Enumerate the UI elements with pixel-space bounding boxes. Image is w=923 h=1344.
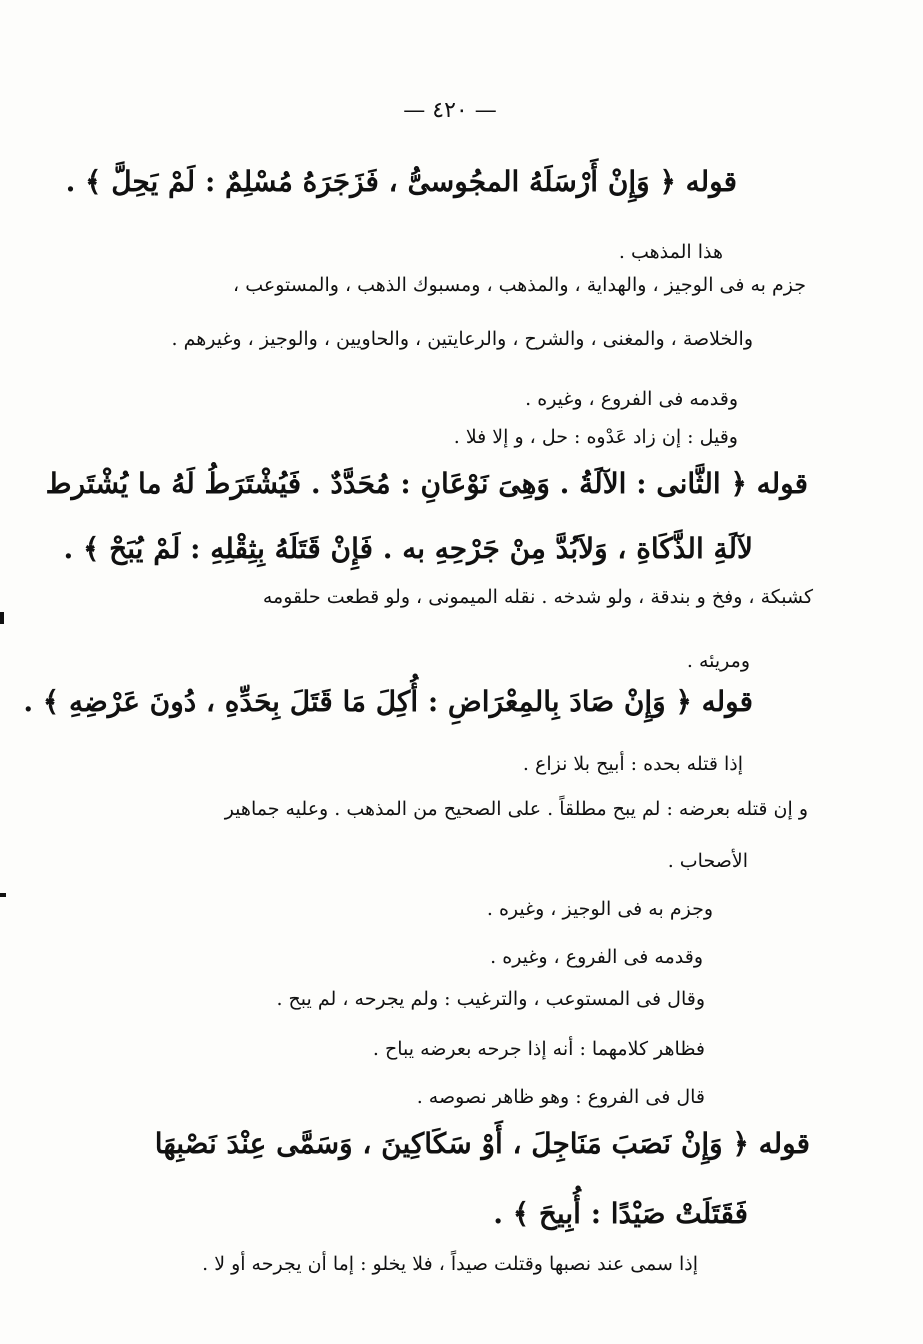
text-line-13: و إن قتله بعرضه : لم يبح مطلقاً . على الصحيح من المذهب . وعليه جماهير bbox=[224, 798, 808, 820]
text-line-17: وقال فى المستوعب ، والترغيب : ولم يجرحه ، لم يبح . bbox=[276, 988, 705, 1010]
text-line-6: وقيل : إن زاد عَدْوه : حل ، و إلا فلا . bbox=[453, 426, 738, 448]
text-line-5: وقدمه فى الفروع ، وغيره . bbox=[525, 388, 738, 410]
text-line-21: فَقَتَلَتْ صَيْدًا : أُبِيحَ ﴾ . bbox=[493, 1197, 748, 1230]
text-line-20: قوله ﴿ وَإِنْ نَصَبَ مَنَاجِلَ ، أَوْ سَكَاكِينَ ، وَسَمَّى عِنْدَ نَصْبِهَا bbox=[154, 1127, 810, 1160]
text-line-18: فظاهر كلامهما : أنه إذا جرحه بعرضه يباح . bbox=[372, 1038, 705, 1060]
text-line-22: إذا سمى عند نصبها وقتلت صيداً ، فلا يخلو : إما أن يجرحه أو لا . bbox=[202, 1253, 698, 1275]
scan-speck-left-upper bbox=[0, 612, 4, 624]
text-line-15: وجزم به فى الوجيز ، وغيره . bbox=[486, 898, 713, 920]
text-line-2: هذا المذهب . bbox=[618, 241, 723, 263]
page-number: — ٤٢٠ — bbox=[403, 98, 497, 123]
text-line-16: وقدمه فى الفروع ، وغيره . bbox=[490, 946, 703, 968]
text-line-8: لآلَةِ الذَّكَاةِ ، وَلاَبُدَّ مِنْ جَرْحِهِ به . فَإِنْ قَتَلَهُ بِثِقْلِهِ : لَمْ يُبَحْ ﴾ . bbox=[63, 532, 753, 565]
text-line-7: قوله ﴿ الثَّانى : الآلَةُ . وَهِىَ نَوْعَانِ : مُحَدَّدٌ . فَيُشْتَرَطُ لَهُ ما يُشْتَرط bbox=[45, 467, 808, 500]
text-line-9: كشبكة ، وفخ و بندقة ، ولو شدخه . نقله الميمونى ، ولو قطعت حلقومه bbox=[262, 586, 813, 608]
text-line-3: جزم به فى الوجيز ، والهداية ، والمذهب ، ومسبوك الذهب ، والمستوعب ، bbox=[233, 274, 806, 296]
text-line-12: إذا قتله بحده : أبيح بلا نزاع . bbox=[522, 753, 743, 775]
text-line-10: ومريئه . bbox=[686, 650, 750, 672]
text-line-19: قال فى الفروع : وهو ظاهر نصوصه . bbox=[416, 1086, 705, 1108]
text-line-14: الأصحاب . bbox=[667, 850, 748, 872]
text-line-11: قوله ﴿ وَإِنْ صَادَ بِالمِعْرَاضِ : أُكِلَ مَا قَتَلَ بِحَدِّهِ ، دُونَ عَرْضِهِ ﴾ . bbox=[23, 685, 753, 718]
text-line-4: والخلاصة ، والمغنى ، والشرح ، والرعايتين ، والحاويين ، والوجيز ، وغيرهم . bbox=[171, 328, 753, 350]
scan-speck-left-lower bbox=[0, 893, 6, 897]
text-line-1: قوله ﴿ وَإِنْ أَرْسَلَهُ المجُوسىُّ ، فَزَجَرَهُ مُسْلِمٌ : لَمْ يَحِلَّ ﴾ . bbox=[65, 165, 737, 198]
